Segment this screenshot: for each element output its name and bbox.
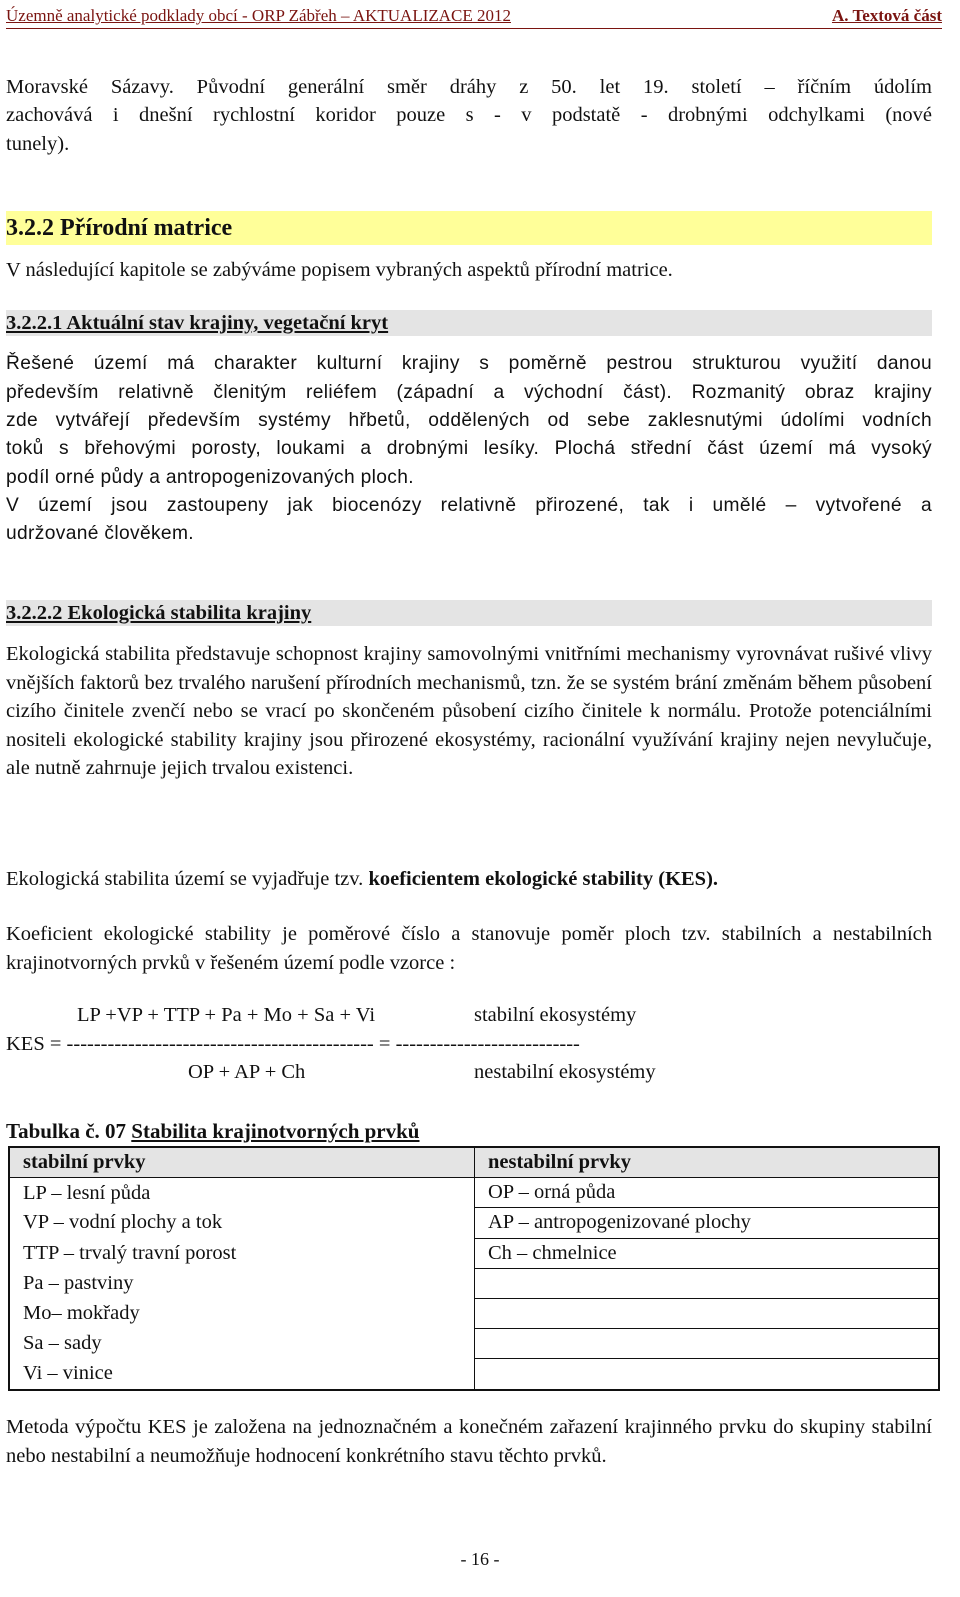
table-row xyxy=(9,1178,939,1208)
section-3-2-2-1-line-5: podíl orné půdy a antropogenizovaných ploch. xyxy=(6,467,414,488)
section-heading-3-2-2-2-text: 3.2.2.2 Ekologická stabilita krajiny xyxy=(6,602,312,624)
kes-intro xyxy=(6,865,932,894)
table-row xyxy=(9,1298,939,1328)
section-3-2-2-1-line-1: Řešené území má charakter kulturní krajiny s poměrně pestrou strukturou využití danou xyxy=(6,353,932,374)
formula-numerator-label: stabilní ekosystémy xyxy=(474,1004,637,1026)
table-cell-stable: LP – lesní půda xyxy=(9,1178,475,1208)
kes-definition: Koeficient ekologické stability je poměrové číslo a stanovuje poměr ploch tzv. stabilních a nestabilních krajinotvorných prvků v řešeném území podle vzorce : xyxy=(6,923,932,974)
page-number: - 16 - xyxy=(460,1549,500,1569)
table-cell-unstable xyxy=(475,1298,940,1328)
section-heading-3-2-2: 3.2.2 Přírodní matrice xyxy=(6,211,932,245)
table-row xyxy=(9,1238,939,1268)
section-3-2-2-1-line-2: především relativně členitým reliéfem (západní a východní část). Rozmanitý obraz krajiny xyxy=(6,382,932,403)
formula-equals: = xyxy=(373,1033,396,1055)
formula-dashes-right: --------------------------- xyxy=(395,1033,580,1055)
table-header-row xyxy=(9,1147,939,1178)
stability-table xyxy=(8,1146,940,1391)
intro-line-2: zachovává i dnešní rychlostní koridor pouze s - v podstatě - drobnými odchylkami (nové xyxy=(6,104,932,126)
closing-paragraph: Metoda výpočtu KES je založena na jednoznačném a konečném zařazení krajinného prvku do skupiny stabilní nebo nestabilní a neumožňuje hodnocení konkrétního stavu těchto prvků. xyxy=(6,1416,932,1467)
table-cell-unstable: OP – orná půda xyxy=(475,1178,940,1208)
header-title: Územně analytické podklady obcí - ORP Zábřeh – AKTUALIZACE 2012 xyxy=(6,6,511,25)
section-heading-3-2-2-1 xyxy=(6,310,932,336)
intro-line-3: tunely). xyxy=(6,133,70,155)
table-cell-stable: Sa – sady xyxy=(9,1329,475,1359)
table-cell-stable: Vi – vinice xyxy=(9,1359,475,1390)
header-section-label: A. Textová část xyxy=(831,6,942,25)
formula-dashes-left: --------------------------------------------- xyxy=(66,1033,374,1055)
kes-intro-bold: koeficientem ekologické stability (KES). xyxy=(368,868,719,890)
section-3-2-2-text: V následující kapitole se zabýváme popisem vybraných aspektů přírodní matrice. xyxy=(6,259,673,281)
formula-numerator: LP +VP + TTP + Pa + Mo + Sa + Vi xyxy=(77,1004,376,1026)
table-cell-stable: TTP – trvalý travní porost xyxy=(9,1238,475,1268)
table-cell-unstable xyxy=(475,1268,940,1298)
ecological-stability-paragraph: Ekologická stabilita představuje schopnost krajiny samovolnými vnitřními mechanismy vyrovnávat rušivé vlivy vnějších faktorů bez trvalého narušení přírodních mechanismů, tzn. že se systém brání změnám během působení cizího činitele zvenčí nebo se vrací po skončeném působení cizího činitele k normálu. Protože potenciálními nositeli ekologické stability krajiny jsou přirozené ekosystémy, racionální využívání krajiny nejen nevylučuje, ale nutně zahrnuje jejich trvalou existenci. xyxy=(6,643,932,779)
table-cell-unstable: Ch – chmelnice xyxy=(475,1238,940,1268)
section-3-2-2-1-line-4: toků s břehovými porosty, loukami a drobnými lesíky. Plochá střední část území má vysoký xyxy=(6,438,932,459)
table-title xyxy=(6,1119,420,1144)
section-3-2-2-1-line-7: udržované člověkem. xyxy=(6,523,194,544)
formula-lhs: KES = xyxy=(6,1033,67,1055)
table-header-stable: stabilní prvky xyxy=(9,1147,475,1178)
table-row xyxy=(9,1268,939,1298)
table-title-text: Stabilita krajinotvorných prvků xyxy=(131,1119,420,1143)
page-header xyxy=(6,6,942,29)
formula-denominator-label: nestabilní ekosystémy xyxy=(474,1061,656,1083)
table-row xyxy=(9,1359,939,1390)
section-3-2-2-1-line-6: V území jsou zastoupeny jak biocenózy relativně přirozené, tak i umělé – vytvořené a xyxy=(6,495,932,516)
table-header-unstable: nestabilní prvky xyxy=(475,1147,940,1178)
section-heading-3-2-2-2 xyxy=(6,600,932,626)
table-cell-stable: Pa – pastviny xyxy=(9,1268,475,1298)
table-cell-stable: Mo– mokřady xyxy=(9,1298,475,1328)
section-heading-3-2-2-1-text: 3.2.2.1 Aktuální stav krajiny, vegetační kryt xyxy=(6,312,389,334)
formula-denominator: OP + AP + Ch xyxy=(188,1061,306,1083)
table-row xyxy=(9,1329,939,1359)
table-cell-stable: VP – vodní plochy a tok xyxy=(9,1208,475,1238)
intro-line-1: Moravské Sázavy. Původní generální směr dráhy z 50. let 19. století – říčním údolím xyxy=(6,76,932,98)
table-cell-unstable: AP – antropogenizované plochy xyxy=(475,1208,940,1238)
section-3-2-2-1-line-3: zde vytvářejí především systémy hřbetů, oddělených od sebe zaklesnutými údolími vodních xyxy=(6,410,932,431)
table-row xyxy=(9,1208,939,1238)
formula-fraction-line xyxy=(6,1033,580,1056)
table-title-prefix: Tabulka č. 07 xyxy=(6,1119,132,1143)
kes-intro-text: Ekologická stabilita území se vyjadřuje tzv. xyxy=(6,868,369,890)
table-cell-unstable xyxy=(475,1329,940,1359)
table-cell-unstable xyxy=(475,1359,940,1390)
